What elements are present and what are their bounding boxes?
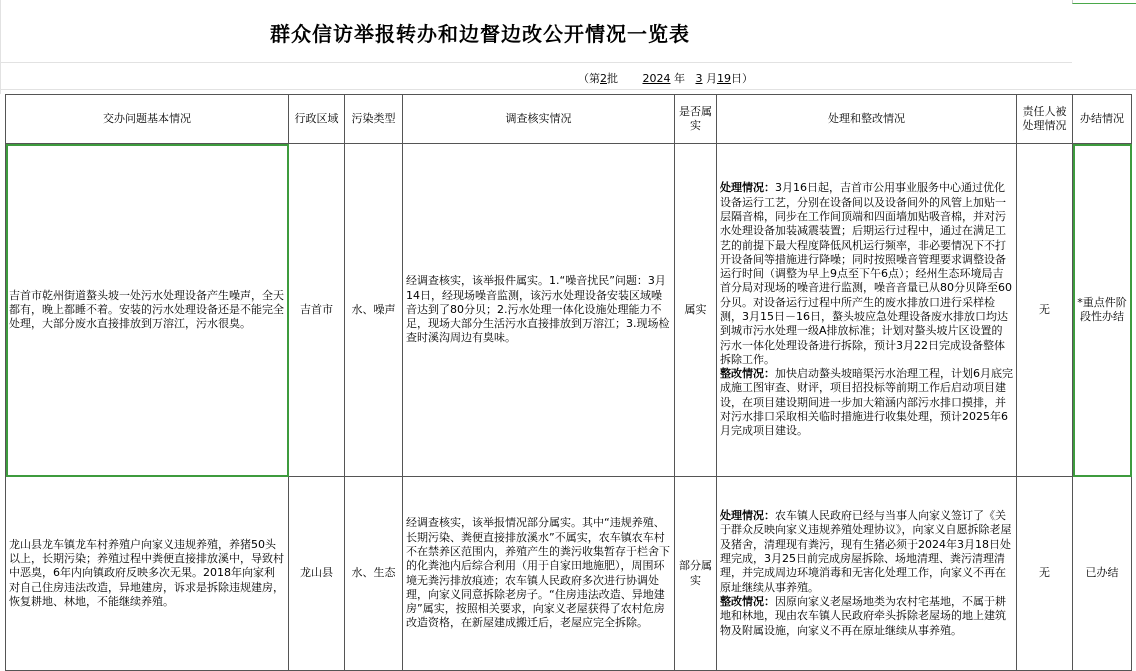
cell-verified[interactable]: 属实 bbox=[675, 144, 717, 477]
cell-status[interactable]: *重点件阶段性办结 bbox=[1073, 144, 1132, 477]
header-row bbox=[6, 95, 1132, 144]
header-verified: 是否属实 bbox=[675, 95, 717, 144]
header-responsible: 责任人被处理情况 bbox=[1017, 95, 1073, 144]
cell-responsible[interactable]: 无 bbox=[1017, 144, 1073, 477]
cell-region[interactable]: 吉首市 bbox=[289, 144, 345, 477]
header-basic: 交办问题基本情况 bbox=[6, 95, 289, 144]
header-investigation: 调查核实情况 bbox=[403, 95, 675, 144]
month-value: 3 bbox=[695, 72, 703, 85]
year-word: 年 bbox=[673, 72, 685, 85]
batch-date-line bbox=[578, 70, 753, 86]
month-word: 月 bbox=[705, 72, 717, 85]
grid-line bbox=[0, 62, 1072, 63]
table-row bbox=[6, 144, 1132, 477]
cell-investigation[interactable]: 经调查核实，该举报件属实。1.“噪音扰民”问题：3月14日，经现场噪音监测，该污水处理设备安装区域噪音达到了80分贝；2.污水处理一体化设施处理能力不足，现场大部分生活污水直接排放到万溶江；3.现场检查时溪沟周边有臭味。 bbox=[403, 144, 675, 477]
header-pollution: 污染类型 bbox=[345, 95, 403, 144]
header-region: 行政区域 bbox=[289, 95, 345, 144]
report-table bbox=[5, 94, 1132, 671]
cell-handling[interactable] bbox=[717, 144, 1017, 477]
grid-line bbox=[0, 89, 1136, 90]
year-value: 2024 bbox=[642, 72, 671, 85]
subtitle-open: （第 bbox=[578, 72, 600, 85]
grid-line bbox=[0, 0, 1, 94]
cell-handling[interactable] bbox=[717, 477, 1017, 671]
table-row bbox=[6, 477, 1132, 671]
batch-number: 2 bbox=[600, 72, 607, 85]
rectify-text: 因原向家义老屋场地类为农村宅基地，不属于耕地和林地，现由农车镇人民政府牵头拆除老屋场的地上建筑物及附属设施，向家义不再在原址继续从事养殖。 bbox=[720, 594, 1006, 637]
handling-text: 3月16日起，吉首市公用事业服务中心通过优化设备运行工艺，分别在设备间以及设备间外的风管上加贴一层隔音棉，同步在工作间顶端和四面墙加贴吸音棉，并对污水处理设备加装减震装置；后期运行过程中，通过在满足工艺的前提下最大程度降低风机运行频率，非必要情况下不打开设备间等措施进行降噪；同时按照噪音管理要求调整设备运行时间（调整为早上9点至下午6点）；经州生态环境局吉首分局对现场的噪音进行监测，噪音音量已从80分贝降至60分贝。对设备运行过程中所产生的废水排放口进行采样检测，3月15日－16日，螯头坡应急处理设备废水排放口均达到城市污水处理一级A排放标准；计划对螯头坡片区设置的污水一体化处理设备进行拆除，预计3月22日完成设备整体拆除工作。 bbox=[720, 181, 1012, 366]
header-handling: 处理和整改情况 bbox=[717, 95, 1017, 144]
cell-basic[interactable]: 吉首市乾州街道螯头坡一处污水处理设备产生噪声，全天都有，晚上都睡不着。安装的污水处理设备还是不能完全处理，大部分废水直接排放到万溶江，污水很臭。 bbox=[6, 144, 289, 477]
handling-text: 农车镇人民政府已经与当事人向家义签订了《关于群众反映向家义违规养殖处理协议》，向家义自愿拆除老屋及猪舍，清理现有粪污，现有生猪必须于2024年3月18日处理完成，3月25日前完成房屋拆除、场地清理、粪污清理清理，并完成周边环境消毒和无害化处理工作，向家义不再在原址继续从事养殖。 bbox=[720, 509, 1012, 594]
cell-verified[interactable]: 部分属实 bbox=[675, 477, 717, 671]
batch-word: 批 bbox=[607, 72, 618, 85]
handling-label: 处理情况： bbox=[720, 181, 775, 195]
subtitle-close: 日） bbox=[730, 72, 753, 85]
header-status: 办结情况 bbox=[1073, 95, 1132, 144]
selected-cell-edge bbox=[1072, 0, 1136, 4]
cell-responsible[interactable]: 无 bbox=[1017, 477, 1073, 671]
cell-investigation[interactable]: 经调查核实，该举报情况部分属实。其中“违规养殖、长期污染、粪便直接排放溪水”不属实，农车镇农车村不在禁养区范围内，养殖产生的粪污收集暂存于栏舍下的化粪池内后综合利用（用于自家田地施肥），周围环境无粪污排放痕迹；农车镇人民政府多次进行协调处理，向家义同意拆除老房子。“住房违法改造、异地建房”属实，按照相关要求，向家义老屋获得了农村危房改造资格，在新屋建成搬迁后，老屋应完全拆除。 bbox=[403, 477, 675, 671]
page-title: 群众信访举报转办和边督边改公开情况一览表 bbox=[270, 22, 690, 46]
cell-pollution[interactable]: 水、噪声 bbox=[345, 144, 403, 477]
rectify-text: 加快启动螯头坡暗渠污水治理工程，计划6月底完成施工图审查、财评，项目招投标等前期工作后启动项目建设，在项目建设期间进一步加大箱涵内部污水排口摸排，并对污水排口采取相关临时措施进行收集处理，预计2025年6月完成项目建设。 bbox=[720, 367, 1013, 438]
handling-label: 处理情况： bbox=[720, 509, 775, 523]
cell-status[interactable]: 已办结 bbox=[1073, 477, 1132, 671]
cell-pollution[interactable]: 水、生态 bbox=[345, 477, 403, 671]
rectify-label: 整改情况： bbox=[720, 594, 775, 608]
cell-basic[interactable]: 龙山县龙车镇龙车村养殖户向家义违规养殖，养猪50头以上，长期污染；养殖过程中粪便直接排放溪中，导致村中恶臭，6年内向镇政府反映多次无果。2018年向家利对自己住房违法改造，异地建房，诉求是拆除违规建房，恢复耕地、林地，不能继续养殖。 bbox=[6, 477, 289, 671]
day-value: 19 bbox=[716, 72, 731, 85]
rectify-label: 整改情况： bbox=[720, 367, 775, 381]
cell-region[interactable]: 龙山县 bbox=[289, 477, 345, 671]
